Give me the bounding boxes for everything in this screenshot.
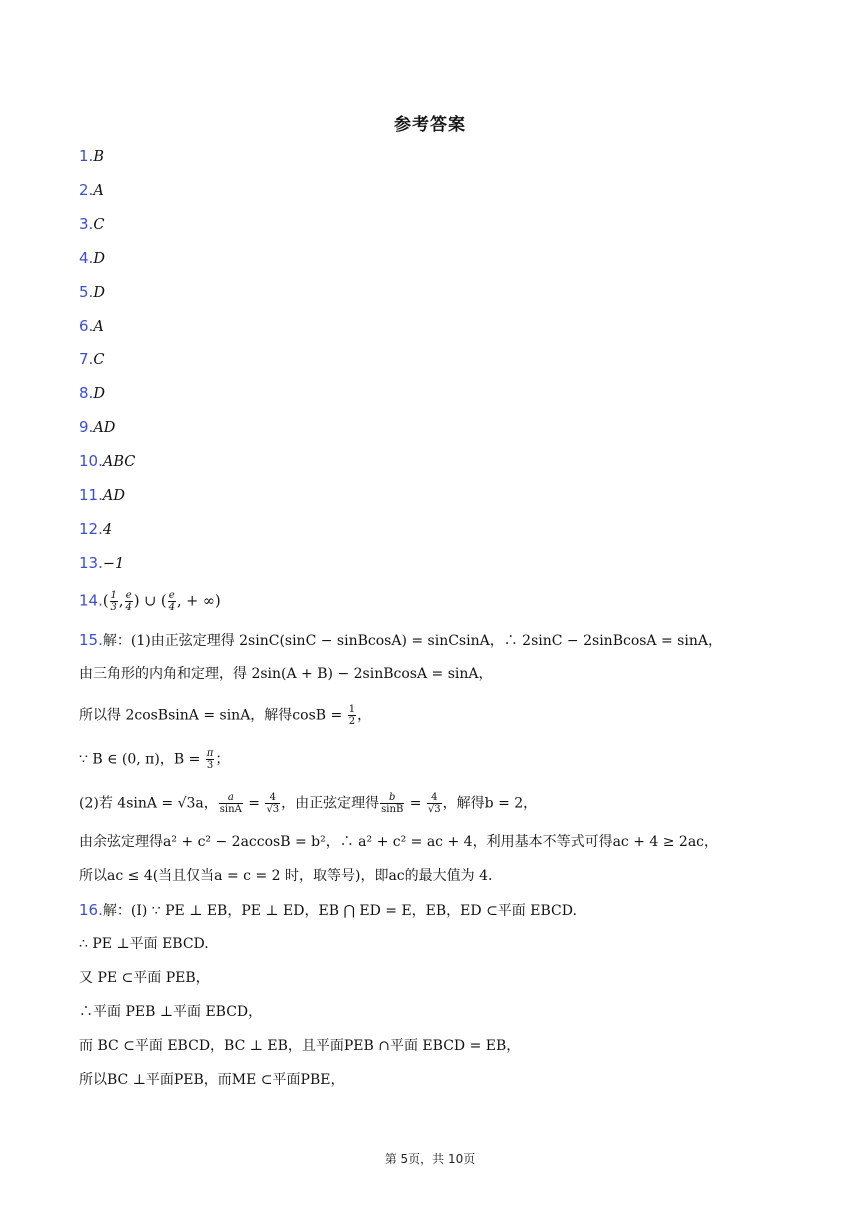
text: =	[405, 795, 426, 812]
question-number: 12.	[79, 519, 103, 538]
answer-value: AD	[102, 488, 125, 504]
text: ；	[215, 751, 230, 768]
solution-16-line-5: 而 BC ⊂平面 EBCD，BC ⊥ EB，且平面PEB ∩平面 EBCD = EB，	[79, 1038, 521, 1054]
answer-item	[79, 349, 104, 370]
solution-15-line-4	[79, 748, 229, 771]
fraction: $\frac{1}{2}$	[348, 704, 356, 727]
text: 解：(I) ∵ PE ⊥ EB，PE ⊥ ED，EB ⋂ ED = E，EB，ED ⊂平面 EBCD.	[102, 903, 577, 919]
solution-15-line-3	[79, 704, 371, 727]
page-footer: 第 5页，共 10页	[384, 1152, 476, 1166]
text: , + ∞)	[176, 593, 221, 610]
text: ，由正弦定理得	[281, 795, 380, 812]
answer-value: B	[93, 149, 104, 165]
solution-15-line-1	[79, 630, 722, 651]
answer-item	[79, 451, 135, 472]
question-number: 5.	[79, 282, 94, 301]
question-number: 4.	[79, 248, 94, 267]
answer-item	[79, 214, 104, 235]
answer-14	[79, 590, 221, 613]
question-number: 11.	[79, 486, 103, 504]
answer-item	[79, 553, 124, 574]
solution-15-line-7: 所以ac ≤ 4(当且仅当a = c = 2 时，取等号)，即ac的最大值为 4.	[79, 868, 493, 884]
solution-15-line-5	[79, 792, 537, 815]
answer-value: AD	[93, 420, 116, 437]
text: 所以得 2cosBsinA = sinA，解得cosB =	[79, 707, 347, 724]
text: =	[243, 795, 265, 812]
question-number: 16.	[79, 901, 103, 919]
question-number: 9.	[79, 418, 94, 437]
answer-value: A	[93, 182, 104, 199]
answer-item	[79, 383, 105, 404]
solution-16-line-1	[79, 900, 577, 921]
question-number: 7.	[79, 350, 94, 369]
answer-value: C	[93, 216, 105, 233]
solution-16-line-3: 又 PE ⊂平面 PEB，	[79, 970, 210, 986]
text: ) ∪ (	[133, 593, 167, 610]
text: ∵ B ∈ (0, π)，B =	[79, 751, 205, 768]
fraction: $\frac{e}{4}$	[168, 590, 175, 613]
text: (	[102, 593, 109, 610]
fraction: $\frac{4}{√3}$	[427, 792, 441, 815]
solution-15-line-2: 由三角形的内角和定理，得 2sin(A + B) − 2sinBcosA = sinA，	[79, 666, 493, 682]
solution-16-line-6: 所以BC ⊥平面PEB，而ME ⊂平面PBE，	[79, 1072, 345, 1088]
answer-value: 4	[102, 521, 113, 538]
question-number: 3.	[79, 214, 94, 233]
question-number: 14.	[79, 591, 103, 610]
fraction: $\frac{4}{√3}$	[266, 792, 280, 815]
page-title: 参考答案	[394, 115, 466, 135]
text: ，	[357, 707, 372, 724]
fraction: $\frac{a}{\sin A}$	[219, 792, 242, 815]
answer-item	[79, 417, 115, 438]
answer-value: A	[93, 318, 104, 335]
text: 解：(1)由正弦定理得 2sinC(sinC − sinBcosA) = sinCsinA，∴ 2sinC − 2sinBcosA = sinA，	[102, 633, 722, 649]
fraction: $\frac{1}{3}$	[110, 590, 117, 613]
answer-item	[79, 146, 104, 167]
solution-16-line-2: ∴ PE ⊥平面 EBCD.	[79, 936, 209, 952]
answer-value: C	[93, 352, 105, 369]
answer-value: D	[93, 386, 105, 403]
answer-item	[79, 519, 112, 540]
question-number: 2.	[79, 180, 94, 199]
fraction: $\frac{e}{4}$	[125, 590, 132, 613]
question-number: 1.	[79, 147, 94, 165]
answer-item	[79, 180, 104, 201]
question-number: 15.	[79, 631, 103, 649]
fraction: $\frac{\pi}{3}$	[206, 748, 214, 771]
answer-value: D	[93, 250, 105, 267]
answer-item	[79, 282, 105, 303]
fraction: $\frac{b}{\sin B}$	[381, 792, 404, 815]
question-number: 13.	[79, 553, 103, 572]
answer-item	[79, 485, 125, 506]
answer-value: −1	[102, 555, 125, 572]
question-number: 10.	[79, 452, 103, 471]
text: ，解得b = 2，	[442, 795, 538, 812]
solution-16-line-4: ∴平面 PEB ⊥平面 EBCD，	[79, 1004, 263, 1020]
answer-value: ABC	[102, 454, 136, 471]
question-number: 6.	[79, 316, 94, 335]
solution-15-line-6: 由余弦定理得a² + c² − 2accosB = b²，∴ a² + c² = ac + 4，利用基本不等式可得ac + 4 ≥ 2ac，	[79, 834, 719, 850]
answer-value: D	[93, 284, 105, 301]
question-number: 8.	[79, 384, 94, 403]
answer-item	[79, 248, 105, 269]
answer-item	[79, 316, 104, 337]
text: (2)若 4sinA = √3a，	[79, 795, 218, 812]
text: ,	[118, 593, 124, 610]
